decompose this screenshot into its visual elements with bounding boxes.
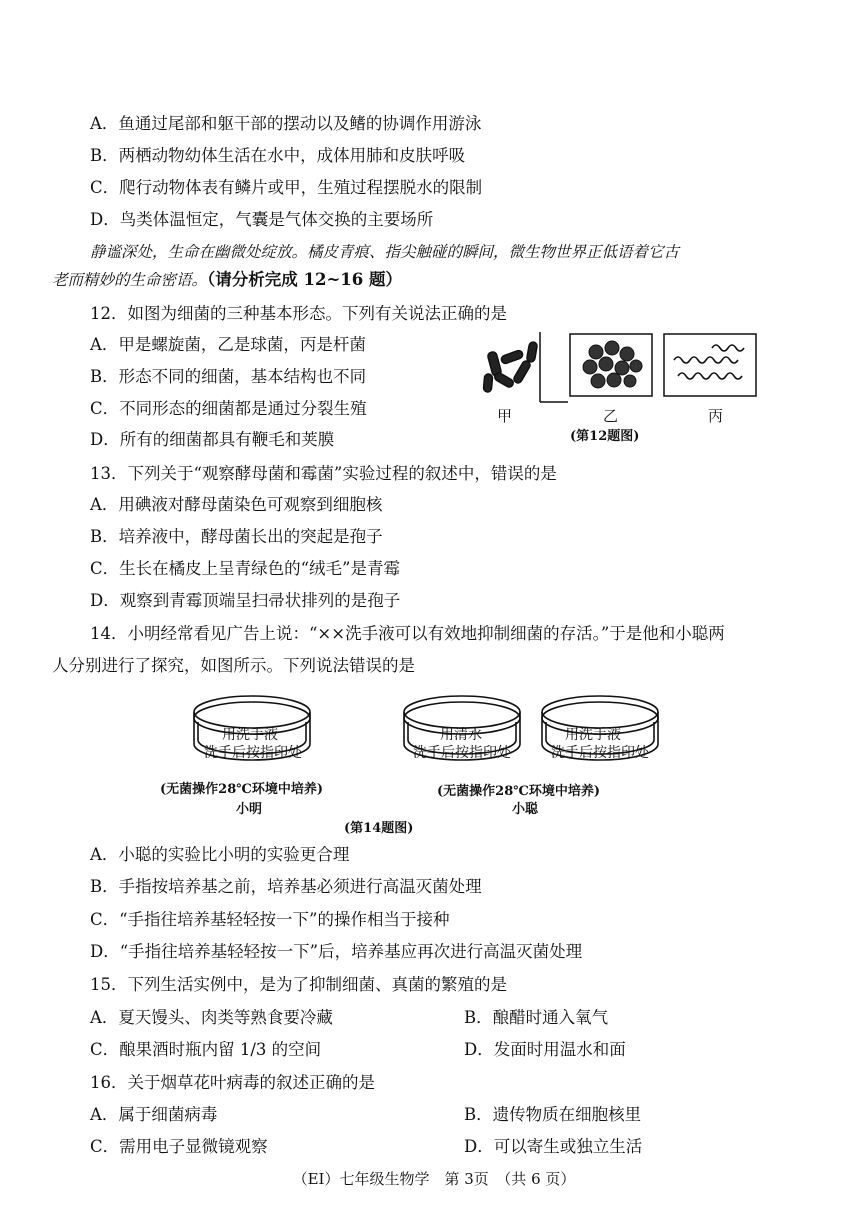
q11-option-d: D．鸟类体温恒定，气囊是气体交换的主要场所 [90, 210, 434, 229]
dish-1-top-label: 用洗手液 [222, 727, 278, 743]
dish-1-bottom-label: 洗手后按指印处 [204, 745, 302, 761]
q16-option-c: C．需用电子显微镜观察 [90, 1137, 268, 1156]
q14-option-d: D．“手指往培养基轻轻按一下”后，培养基应再次进行高温灭菌处理 [90, 942, 583, 961]
q15-option-b: B．酿醋时通入氧气 [464, 1008, 609, 1027]
q16-option-a: A．属于细菌病毒 [90, 1105, 218, 1124]
intro-line-2-instruction: （请分析完成 12~16 题） [207, 270, 403, 289]
q15-option-c: C．酿果酒时瓶内留 1/3 的空间 [90, 1040, 322, 1059]
intro-line-2 [52, 268, 402, 292]
dish-3-bottom-label: 洗手后按指印处 [551, 745, 649, 761]
q15-option-d: D．发面时用温水和面 [464, 1040, 626, 1059]
q13-option-d: D．观察到青霉顶端呈扫帚状排列的是孢子 [90, 591, 401, 610]
figure-label-jia: 甲 [497, 407, 513, 425]
xiaoming-condition: (无菌操作28℃环境中培养) [160, 782, 323, 797]
figure-label-bing: 丙 [708, 407, 724, 425]
q13-stem: 13．下列关于“观察酵母菌和霉菌”实验过程的叙述中，错误的是 [90, 464, 557, 483]
q13-option-b: B．培养液中，酵母菌长出的突起是孢子 [90, 527, 383, 546]
xiaocong-condition: (无菌操作28℃环境中培养) [437, 784, 600, 799]
spiral-bacteria-drawing [664, 334, 756, 396]
q12-stem: 12．如图为细菌的三种基本形态。下列有关说法正确的是 [90, 304, 507, 323]
dish-3-top-label: 用洗手液 [565, 727, 621, 743]
intro-line-1: 静谧深处，生命在幽微处绽放。橘皮青痕、指尖触碰的瞬间，微生物世界正低语着它古 [90, 243, 680, 261]
q12-option-b: B．形态不同的细菌，基本结构也不同 [90, 367, 367, 386]
q13-option-c: C．生长在橘皮上呈青绿色的“绒毛”是青霉 [90, 559, 400, 578]
q11-option-b: B．两栖动物幼体生活在水中，成体用肺和皮肤呼吸 [90, 146, 466, 165]
dish-2-bottom-label: 洗手后按指印处 [413, 745, 511, 761]
bacteria-shapes-figure [478, 330, 768, 410]
q14-figure-caption: (第14题图) [344, 821, 414, 836]
q16-stem: 16．关于烟草花叶病毒的叙述正确的是 [90, 1073, 375, 1092]
q14-stem-line-1: 14．小明经常看见广告上说：“××洗手液可以有效地抑制细菌的存活。”于是他和小聪两 [90, 624, 725, 643]
q14-option-a: A．小聪的实验比小明的实验更合理 [90, 845, 350, 864]
xiaocong-name: 小聪 [512, 802, 539, 817]
intro-line-2-text: 老而精妙的生命密语。 [52, 271, 208, 289]
q11-option-c: C．爬行动物体表有鳞片或甲，生殖过程摆脱水的限制 [90, 178, 483, 197]
q14-option-b: B．手指按培养基之前，培养基必须进行高温灭菌处理 [90, 877, 482, 896]
q12-option-d: D．所有的细菌都具有鞭毛和荚膜 [90, 430, 335, 449]
q14-option-c: C．“手指往培养基轻轻按一下”的操作相当于接种 [90, 910, 450, 929]
rod-bacteria-drawing [483, 332, 568, 402]
figure-label-yi: 乙 [603, 407, 619, 425]
q12-option-a: A．甲是螺旋菌，乙是球菌，丙是杆菌 [90, 335, 366, 354]
q14-stem-line-2: 人分别进行了探究，如图所示。下列说法错误的是 [52, 656, 415, 675]
q15-stem: 15．下列生活实例中，是为了抑制细菌、真菌的繁殖的是 [90, 975, 507, 994]
q13-option-a: A．用碘液对酵母菌染色可观察到细胞核 [90, 495, 383, 514]
q15-option-a: A．夏天馒头、肉类等熟食要冷藏 [90, 1008, 333, 1027]
page-footer: （EI）七年级生物学 第 3页 （共 6 页） [292, 1170, 576, 1188]
xiaoming-name: 小明 [236, 802, 263, 817]
q12-option-c: C．不同形态的细菌都是通过分裂生殖 [90, 399, 367, 418]
q12-figure-caption: (第12题图) [570, 429, 640, 444]
q16-option-b: B．遗传物质在细胞核里 [464, 1105, 642, 1124]
dish-2-top-label: 用清水 [440, 727, 482, 743]
cocci-bacteria-drawing [570, 334, 652, 396]
q16-option-d: D．可以寄生或独立生活 [464, 1137, 643, 1156]
q11-option-a: A．鱼通过尾部和躯干部的摆动以及鳍的协调作用游泳 [90, 114, 482, 133]
